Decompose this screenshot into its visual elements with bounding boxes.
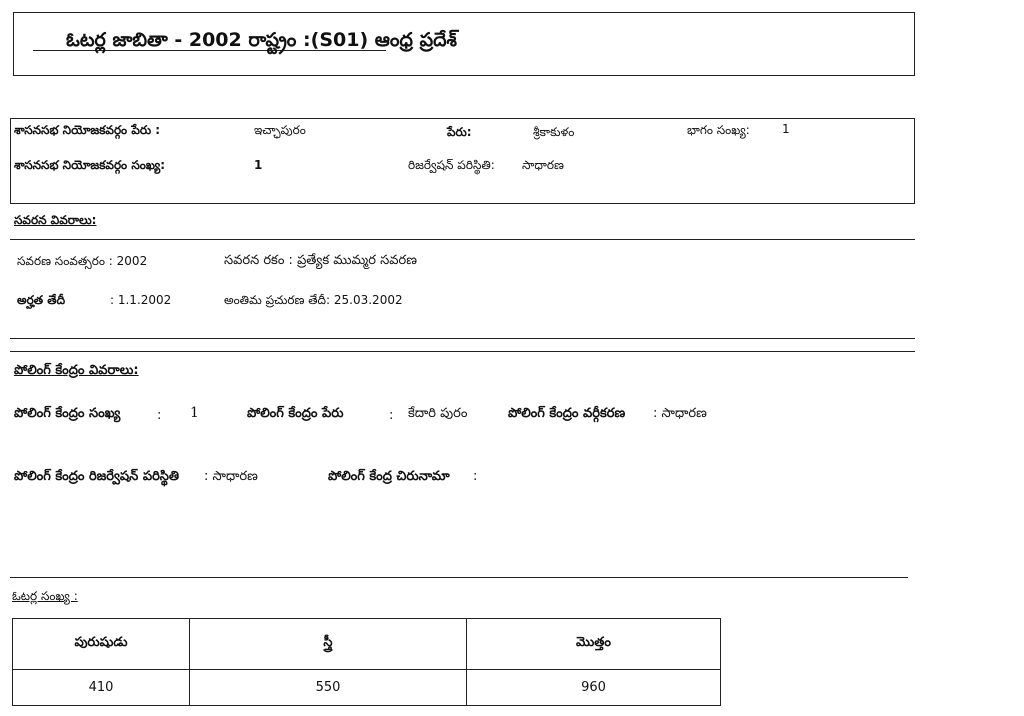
constituency-number-value: 1: [254, 158, 263, 172]
revision-heading: సవరన వివరాలు:: [14, 213, 97, 227]
revision-type: సవరన రకం : ప్రత్యేక ముమ్మర సవరణ: [224, 253, 417, 268]
constituency-name-value: ఇచ్ఛాపురం: [254, 123, 306, 137]
polling-address-label: పోలింగ్ కేంద్ర చిరునామా: [328, 469, 450, 484]
polling-number-label: పోలింగ్ కేంద్రం సంఖ్య: [14, 406, 121, 421]
polling-rule-bottom: [10, 577, 908, 578]
polling-name-label: పోలింగ్ కేంద్రం పేరు: [247, 406, 344, 421]
constituency-name-label: శాసనసభ నియోజకవర్గం పేరు :: [14, 123, 161, 137]
part-number-label: భాగం సంఖ్య:: [687, 123, 750, 137]
voter-count-heading: ఓటర్ల సంఖ్య :: [12, 589, 78, 603]
column-header-male: పురుషుడు: [13, 619, 190, 670]
polling-number-colon: :: [157, 408, 162, 423]
reservation-label: రిజర్వేషన్ పరిస్థితి:: [408, 158, 495, 172]
part-number-value: 1: [782, 122, 790, 136]
column-header-female: స్త్రీ: [190, 619, 467, 670]
final-publication-date: అంతిమ ప్రచురణ తేదీ: 25.03.2002: [224, 293, 403, 307]
polling-name-colon: :: [389, 408, 394, 423]
polling-number-value: 1: [190, 405, 199, 421]
polling-reservation-value: : సాధారణ: [204, 469, 258, 484]
constituency-number-label: శాసనసభ నియోజకవర్గం సంఖ్య:: [14, 158, 166, 172]
polling-address-value: :: [473, 469, 478, 484]
polling-heading: పోలింగ్ కేంద్రం వివరాలు:: [14, 363, 139, 378]
revision-rule-top: [10, 239, 915, 240]
polling-category-label: పోలింగ్ కేంద్రం వర్గీకరణ: [508, 406, 626, 421]
voter-count-table: [12, 618, 721, 706]
polling-reservation-label: పోలింగ్ కేంద్రం రిజర్వేషన్ పరిస్థితి: [14, 469, 180, 484]
total-count: 960: [467, 670, 721, 706]
revision-rule-bottom-1: [10, 338, 915, 339]
district-value: శ్రీకాకుళం: [533, 125, 575, 139]
page-title: ఓటర్ల జాబితా - 2002 రాష్ట్రం :(S01) ఆంధ్ర ప్రదేశ్: [66, 29, 457, 51]
column-header-total: మొత్తం: [467, 619, 721, 670]
female-count: 550: [190, 670, 467, 706]
reservation-value: సాధారణ: [522, 158, 564, 172]
qualifying-date-value: : 1.1.2002: [110, 293, 172, 307]
polling-name-value: కేదారి పురం: [408, 406, 468, 421]
revision-year: సవరణ సంవత్సరం : 2002: [17, 254, 148, 268]
revision-rule-bottom-2: [10, 351, 915, 352]
qualifying-date-label: అర్హత తేదీ: [17, 293, 66, 307]
voter-count-header-row: [13, 619, 721, 670]
polling-category-value: : సాధారణ: [653, 406, 707, 421]
male-count: 410: [13, 670, 190, 706]
voter-count-value-row: [13, 670, 721, 706]
district-label: పేరు:: [447, 125, 472, 139]
